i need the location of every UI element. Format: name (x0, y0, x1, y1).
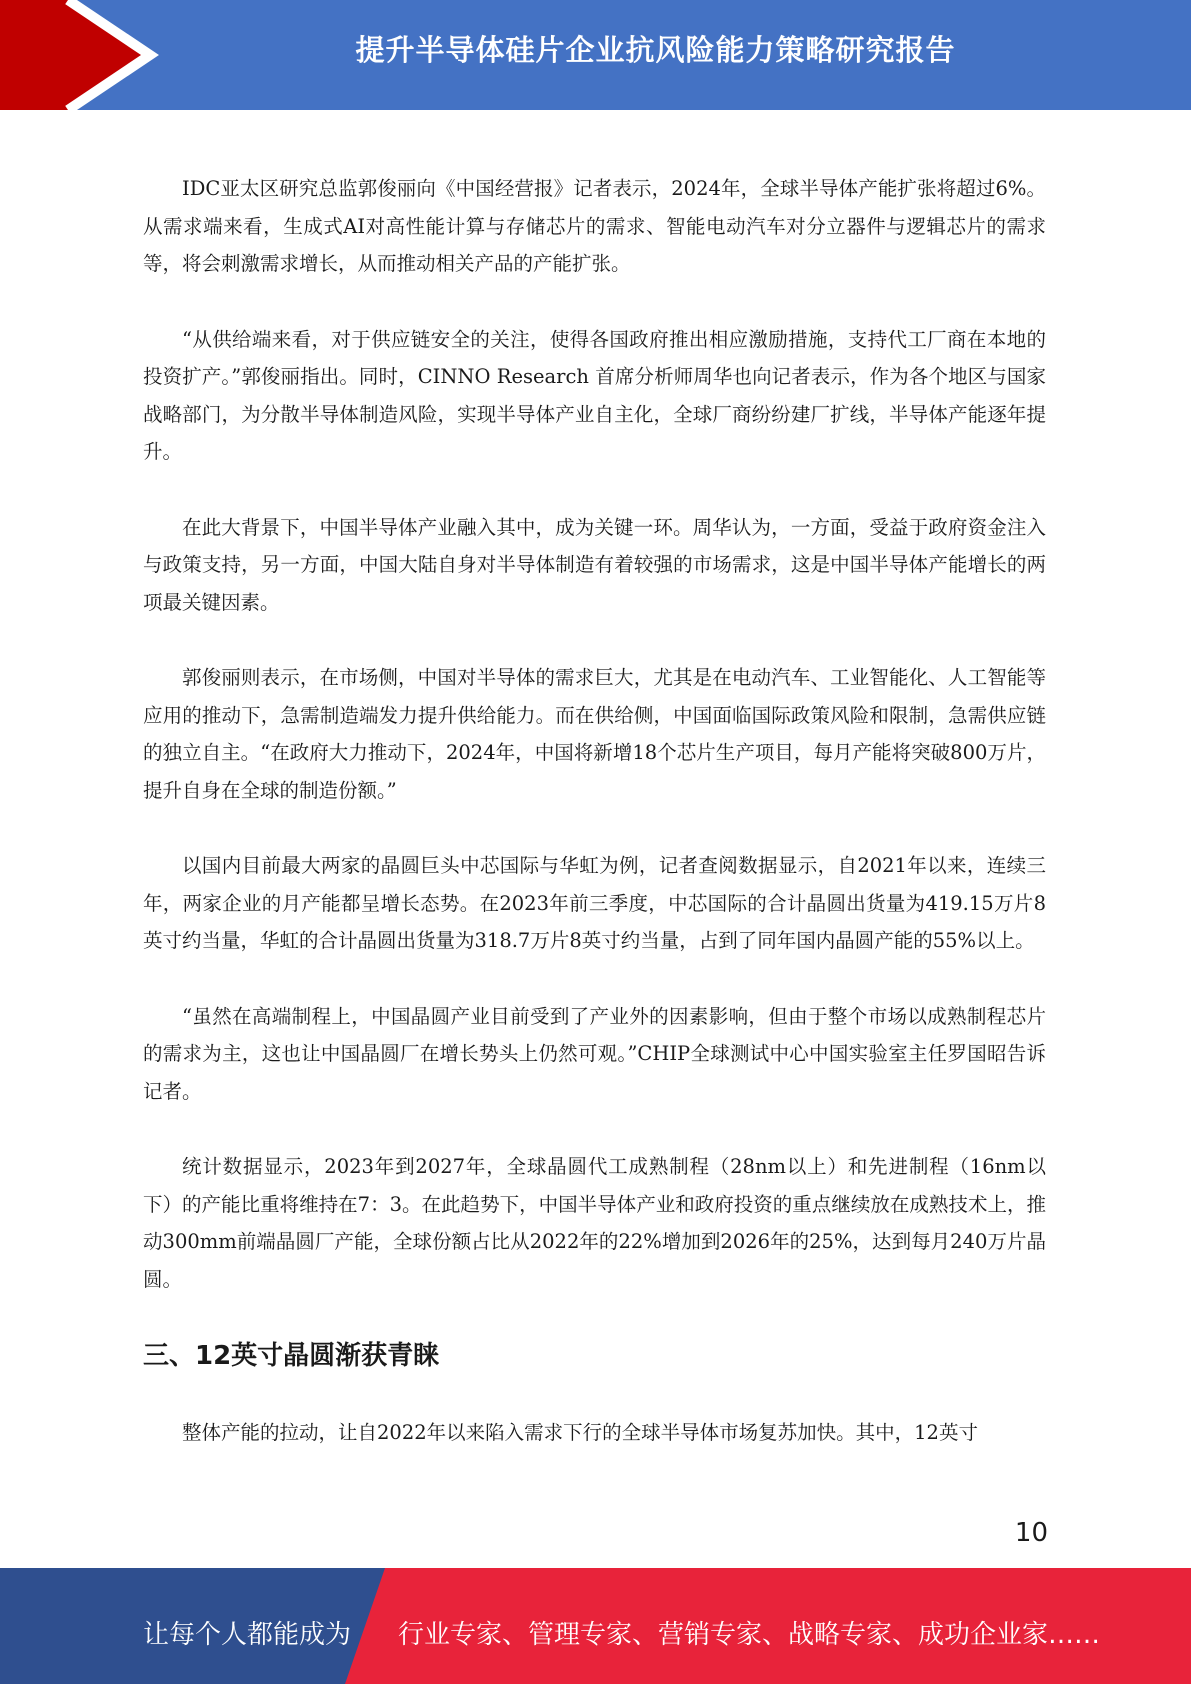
footer-slogan-right: 行业专家、管理专家、营销专家、战略专家、成功企业家…… (398, 1620, 1101, 1650)
body-paragraph: 统计数据显示，2023年到2027年，全球晶圆代工成熟制程（28nm以上）和先进制程（16nm以下）的产能比重将维持在7：3。在此趋势下，中国半导体产业和政府投资的重点继续放在成熟技术上，推动300mm前端晶圆厂产能，全球份额占比从2022年的22%增加到2026年的25%，达到每月240万片晶圆。 (143, 1155, 1046, 1291)
page-footer (0, 1568, 1191, 1684)
body-paragraph: 郭俊丽则表示，在市场侧，中国对半导体的需求巨大，尤其是在电动汽车、工业智能化、人工智能等应用的推动下，急需制造端发力提升供给能力。而在供给侧，中国面临国际政策风险和限制，急需供应链的独立自主。“在政府大力推动下，2024年，中国将新增18个芯片生产项目，每月产能将突破800万片，提升自身在全球的制造份额。” (143, 666, 1046, 802)
report-title: 提升半导体硅片企业抗风险能力策略研究报告 (355, 33, 956, 67)
body-paragraph: “从供给端来看，对于供应链安全的关注，使得各国政府推出相应激励措施，支持代工厂商在本地的投资扩产。”郭俊丽指出。同时，CINNO Research 首席分析师周华也向记者表示，作为各个地区与国家战略部门，为分散半导体制造风险，实现半导体产业自主化，全球厂商纷纷建厂扩线，半导体产能逐年提升。 (143, 327, 1046, 463)
page-header (0, 0, 1191, 110)
footer-slogan-left: 让每个人都能成为 (143, 1620, 352, 1650)
body-paragraph: IDC亚太区研究总监郭俊丽向《中国经营报》记者表示，2024年，全球半导体产能扩张将超过6%。从需求端来看，生成式AI对高性能计算与存储芯片的需求、智能电动汽车对分立器件与逻辑芯片的需求等，将会刺激需求增长，从而推动相关产品的产能扩张。 (143, 177, 1046, 275)
body-paragraph: 以国内目前最大两家的晶圆巨头中芯国际与华虹为例，记者查阅数据显示，自2021年以来，连续三年，两家企业的月产能都呈增长态势。在2023年前三季度，中芯国际的合计晶圆出货量为419.15万片8英寸约当量，华虹的合计晶圆出货量为318.7万片8英寸约当量，占到了同年国内晶圆产能的55%以上。 (143, 854, 1046, 952)
body-paragraph: 在此大背景下，中国半导体产业融入其中，成为关键一环。周华认为，一方面，受益于政府资金注入与政策支持，另一方面，中国大陆自身对半导体制造有着较强的市场需求，这是中国半导体产能增长的两项最关键因素。 (143, 515, 1046, 614)
page-number: 10 (1014, 1518, 1048, 1548)
header-arrow-icon (0, 0, 160, 110)
document-body (143, 170, 1046, 1490)
body-paragraph: 整体产能的拉动，让自2022年以来陷入需求下行的全球半导体市场复苏加快。其中，12英寸 (182, 1421, 978, 1444)
body-paragraph: “虽然在高端制程上，中国晶圆产业目前受到了产业外的因素影响，但由于整个市场以成熟制程芯片的需求为主，这也让中国晶圆厂在增长势头上仍然可观。”CHIP全球测试中心中国实验室主任罗国昭告诉记者。 (143, 1004, 1046, 1103)
section-heading: 三、12英寸晶圆渐获青睐 (143, 1341, 440, 1371)
